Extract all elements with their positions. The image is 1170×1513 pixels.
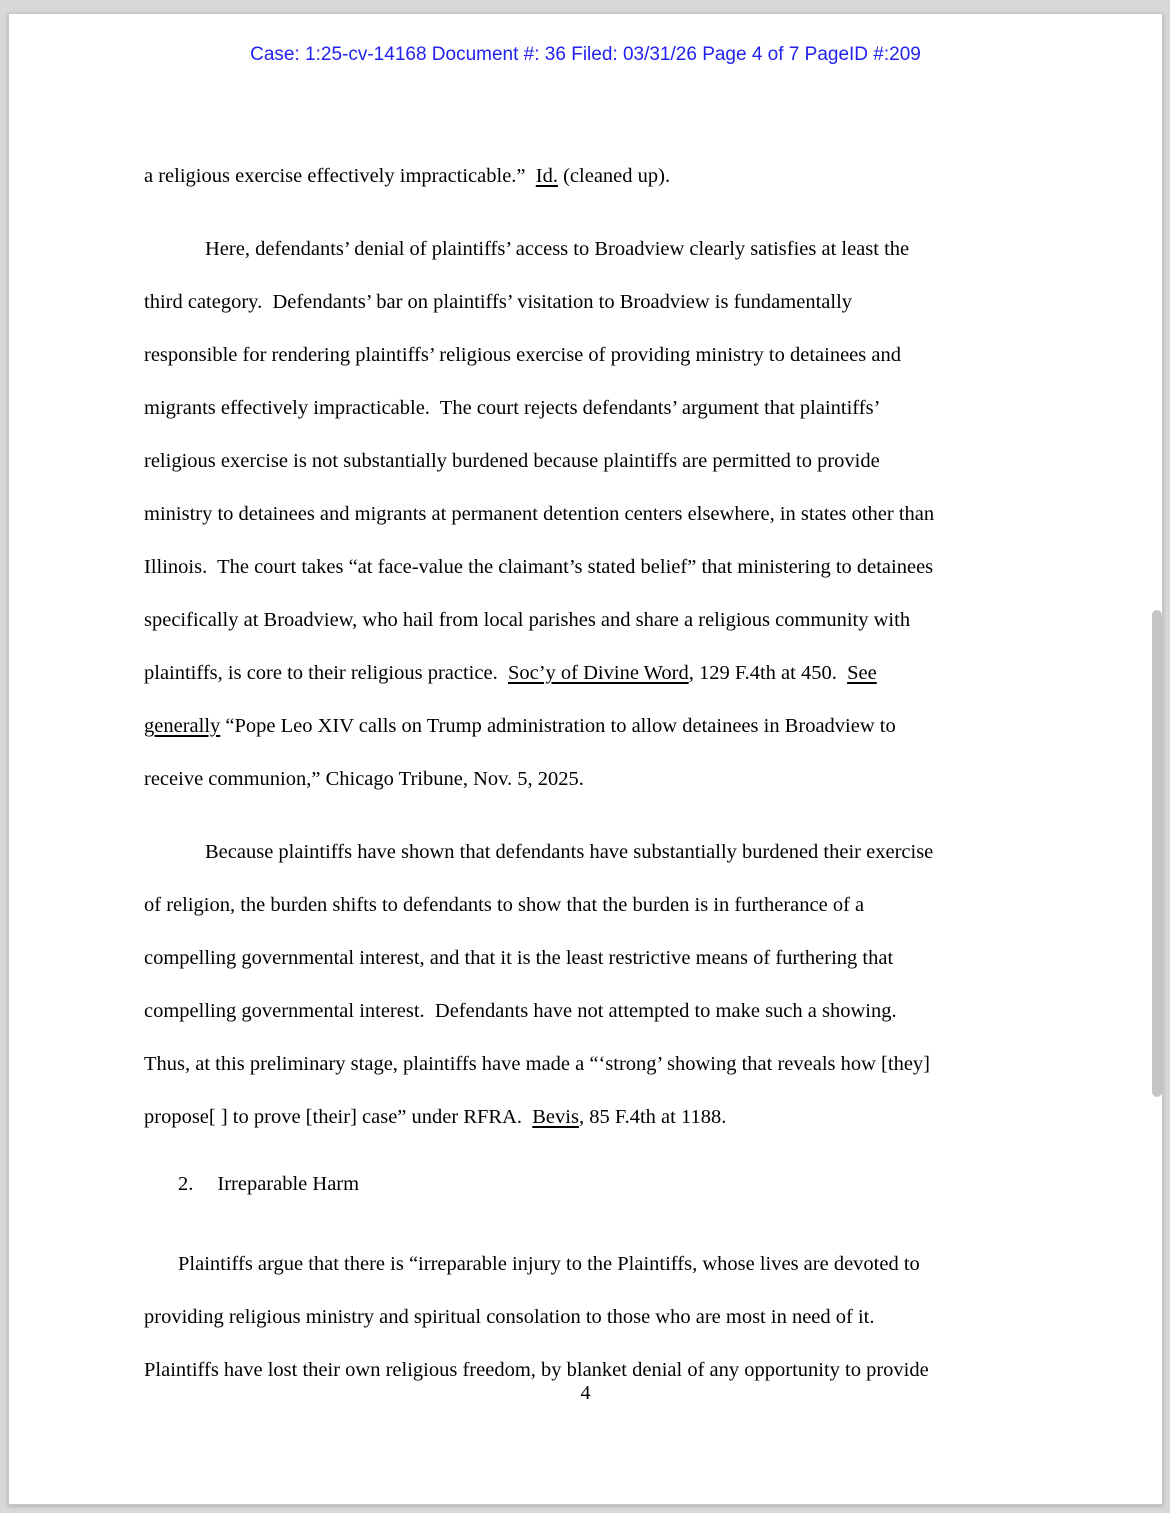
- text-segment: Illinois. The court takes “at face-value the claimant’s stated belief” that ministering to detainees: [144, 556, 934, 578]
- text-segment: , 129 F.4th at 450.: [688, 662, 848, 684]
- page-sheet: [8, 13, 1163, 1505]
- text-segment: Irreparable Harm: [217, 1173, 360, 1195]
- text-segment: , 85 F.4th at 1188.: [578, 1106, 727, 1128]
- text-line: [144, 700, 1042, 753]
- text-segment: specifically at Broadview, who hail from local parishes and share a religious community with: [144, 609, 911, 631]
- text-line: [144, 1038, 1042, 1091]
- text-segment: Plaintiffs argue that there is “irreparable injury to the Plaintiffs, whose lives are devoted to: [178, 1253, 920, 1275]
- paragraph: [144, 826, 1042, 1144]
- document-body: [144, 150, 1042, 1397]
- text-segment: propose[ ] to prove [their] case” under RFRA.: [144, 1106, 533, 1128]
- citation-underlined: See: [847, 662, 877, 684]
- text-line: [144, 826, 1042, 879]
- text-line: [144, 1238, 1042, 1291]
- text-segment: plaintiffs, is core to their religious practice.: [144, 662, 508, 684]
- text-line: [144, 1291, 1042, 1344]
- text-line: [144, 879, 1042, 932]
- text-segment: compelling governmental interest, and that it is the least restrictive means of furthering that: [144, 947, 894, 969]
- text-segment: a religious exercise effectively impracticable.”: [144, 165, 536, 187]
- text-segment: third category. Defendants’ bar on plaintiffs’ visitation to Broadview is fundamentally: [144, 291, 853, 313]
- text-line: [144, 541, 1042, 594]
- text-line: [144, 382, 1042, 435]
- page-number: 4: [580, 1382, 591, 1404]
- text-line: [144, 435, 1042, 488]
- citation-underlined: Bevis: [532, 1106, 579, 1128]
- text-segment: Here, defendants’ denial of plaintiffs’ access to Broadview clearly satisfies at least the: [205, 238, 910, 260]
- text-line: [144, 932, 1042, 985]
- text-segment: “Pope Leo XIV calls on Trump administration to allow detainees in Broadview to: [220, 715, 896, 737]
- text-segment: ministry to detainees and migrants at permanent detention centers elsewhere, in states other than: [144, 503, 935, 525]
- text-segment: Because plaintiffs have shown that defendants have substantially burdened their exercise: [205, 841, 934, 863]
- text-line: [144, 985, 1042, 1038]
- text-segment: providing religious ministry and spiritual consolation to those who are most in need of it.: [144, 1306, 875, 1328]
- text-line: [144, 276, 1042, 329]
- text-segment: of religion, the burden shifts to defendants to show that the burden is in furtherance of a: [144, 894, 865, 916]
- section-heading: [144, 1158, 1042, 1211]
- text-line: [144, 150, 1042, 203]
- text-line: [144, 1158, 1042, 1211]
- text-segment: 2.: [178, 1173, 194, 1195]
- paragraph: [144, 223, 1042, 806]
- paragraph: [144, 1238, 1042, 1397]
- text-line: [144, 594, 1042, 647]
- vertical-scrollbar-thumb[interactable]: [1152, 610, 1162, 1097]
- citation-underlined: Soc’y of Divine Word: [507, 662, 689, 684]
- text-segment: Thus, at this preliminary stage, plaintiffs have made a “‘strong’ showing that reveals how [they]: [144, 1053, 930, 1075]
- text-segment: religious exercise is not substantially burdened because plaintiffs are permitted to provide: [144, 450, 880, 472]
- text-segment: migrants effectively impracticable. The court rejects defendants’ argument that plaintiffs’: [144, 397, 881, 419]
- text-line: [144, 329, 1042, 382]
- text-segment: receive communion,” Chicago Tribune, Nov. 5, 2025.: [144, 768, 584, 790]
- text-line: [144, 753, 1042, 806]
- text-segment: (cleaned up).: [557, 165, 671, 187]
- text-line: [144, 1091, 1042, 1144]
- text-segment: Plaintiffs have lost their own religious freedom, by blanket denial of any opportunity to provide: [144, 1359, 929, 1381]
- text-segment: compelling governmental interest. Defendants have not attempted to make such a showing.: [144, 1000, 897, 1022]
- paragraph: [144, 150, 1042, 203]
- case-stamp-header: Case: 1:25-cv-14168 Document #: 36 Filed: 03/31/26 Page 4 of 7 PageID #:209: [250, 44, 921, 65]
- text-line: [144, 647, 1042, 700]
- citation-underlined: Id.: [535, 165, 558, 187]
- citation-underlined: generally: [144, 715, 221, 737]
- text-line: [144, 223, 1042, 276]
- text-line: [144, 488, 1042, 541]
- text-segment: responsible for rendering plaintiffs’ religious exercise of providing ministry to detainees and: [144, 344, 901, 366]
